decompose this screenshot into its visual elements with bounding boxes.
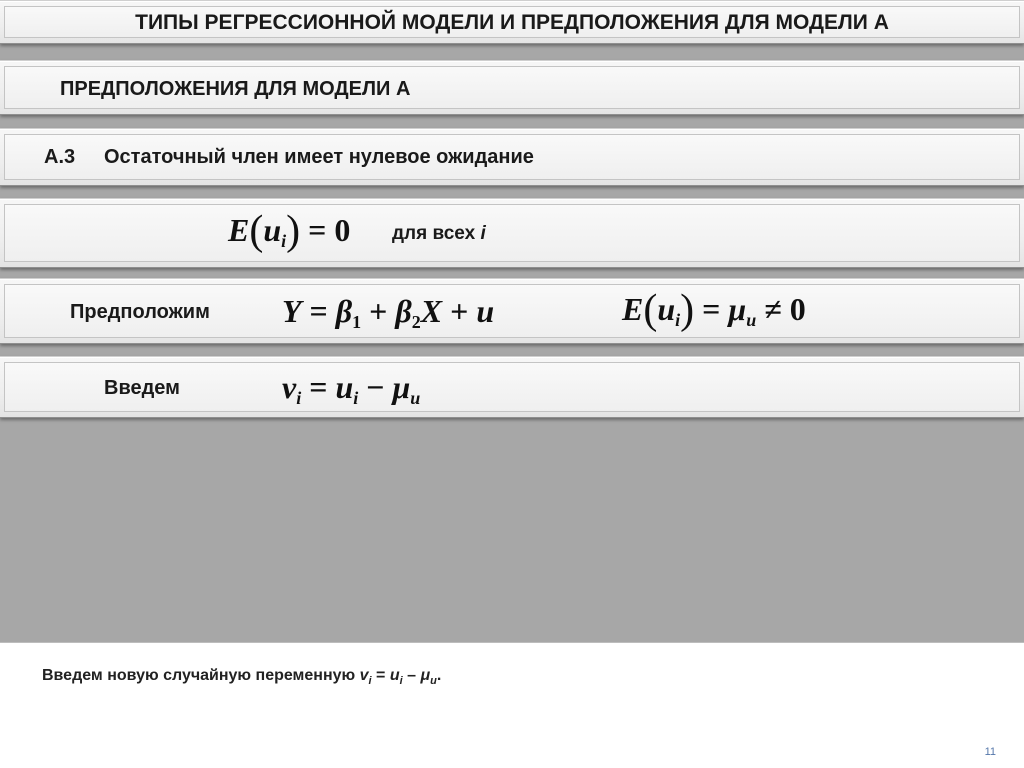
- expectation-zero-formula: $E(u_i) = 0$: [228, 208, 351, 254]
- slide-subtitle: ПРЕДПОЛОЖЕНИЯ ДЛЯ МОДЕЛИ А: [60, 78, 411, 100]
- expectation-band: [0, 198, 1024, 268]
- slide-title: ТИПЫ РЕГРЕССИОННОЙ МОДЕЛИ И ПРЕДПОЛОЖЕНИЯ ДЛЯ МОДЕЛИ А: [135, 11, 889, 34]
- introduce-label: Введем: [104, 377, 180, 399]
- assumption-band: [0, 128, 1024, 186]
- subtitle-band: [0, 60, 1024, 115]
- note-text: Введем новую случайную переменную $v_i = u_i - \mu_u$.: [42, 667, 442, 688]
- assumption-text: Остаточный член имеет нулевое ожидание: [104, 146, 534, 168]
- expectation-nonzero-formula: $E(u_i) = \mu_u \ne 0$: [622, 287, 806, 333]
- regression-model-formula: $Y = \beta_1 + \beta_2X + u$: [282, 293, 495, 332]
- suppose-band: [0, 278, 1024, 344]
- suppose-label: Предположим: [70, 301, 210, 323]
- introduce-band: [0, 356, 1024, 418]
- assumption-number: A.3: [44, 146, 76, 168]
- for-all-label: для всех i: [392, 223, 486, 244]
- page-number: 11: [984, 746, 996, 758]
- title-band: [0, 0, 1024, 44]
- notes-area: [0, 642, 1024, 768]
- new-variable-formula: $v_i = u_i - \mu_u$: [282, 369, 421, 408]
